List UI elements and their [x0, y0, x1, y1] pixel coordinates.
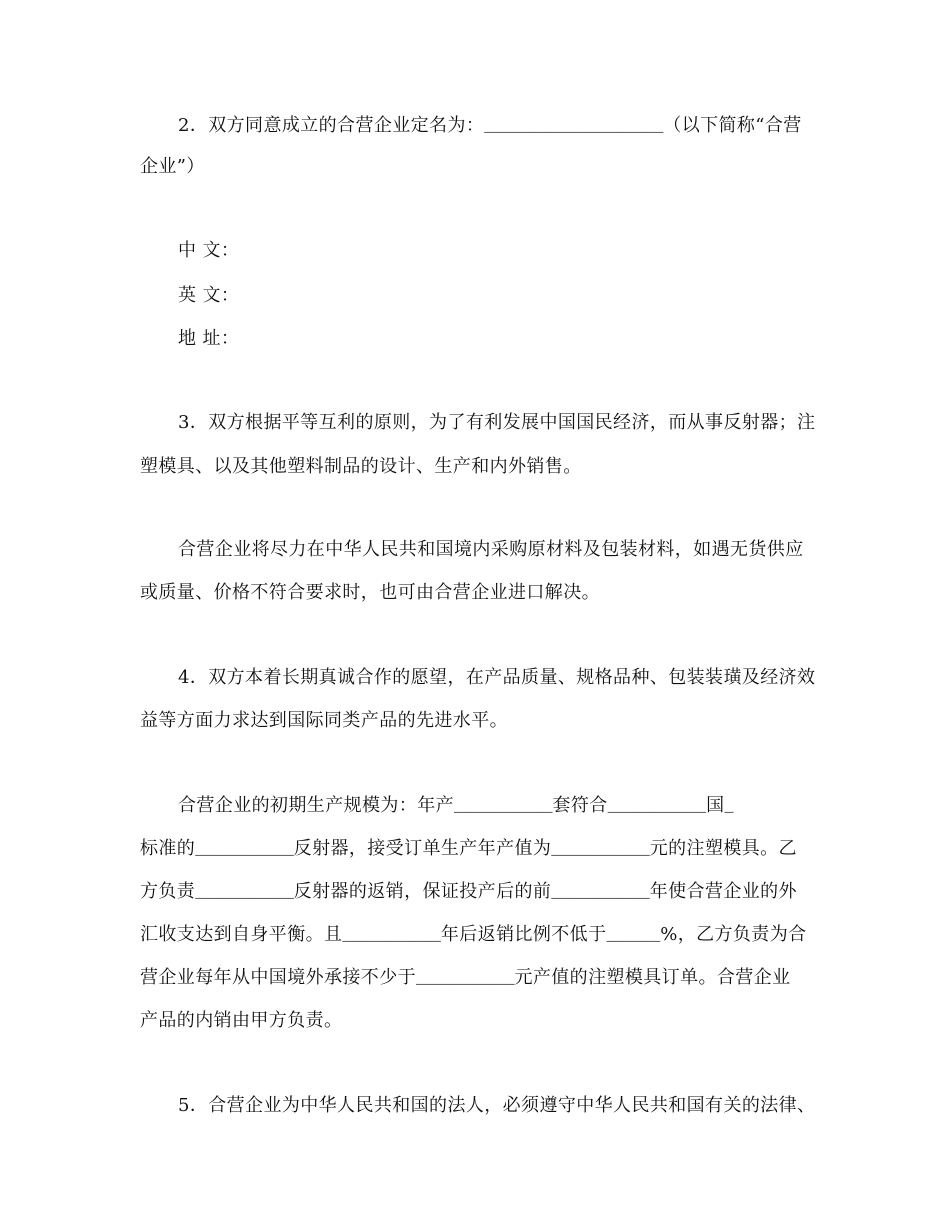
- field-address: 地 址：: [178, 328, 240, 349]
- fill-in-blank: ___________: [551, 842, 650, 859]
- article-4-line-2: 益等方面力求达到国际同类产品的先进水平。: [140, 710, 508, 731]
- field-chinese-name: 中 文：: [178, 240, 240, 261]
- article-3-line-2: 塑模具、以及其他塑料制品的设计、生产和内外销售。: [140, 456, 582, 477]
- sourcing-line-1: 合营企业将尽力在中华人民共和国境内采购原材料及包装材料，如遇无货供应: [178, 539, 804, 560]
- fill-in-blank: ___________: [195, 842, 294, 859]
- fill-in-blank: ____________________: [484, 119, 664, 136]
- fill-in-blank: ___________: [454, 799, 553, 816]
- fill-in-blank: ______: [606, 928, 661, 945]
- article-4-line-1: 4．双方本着长期真诚合作的愿望，在产品质量、规格品种、包装装璜及经济效: [178, 667, 816, 688]
- fill-in-blank: ___________: [195, 885, 294, 902]
- article-5-line-1: 5．合营企业为中华人民共和国的法人，必须遵守中华人民共和国有关的法律、: [178, 1095, 816, 1116]
- fill-in-blank: ___________: [342, 928, 441, 945]
- scale-line-1: 合营企业的初期生产规模为：年产___________套符合___________国_: [178, 795, 734, 816]
- article-3-line-1: 3．双方根据平等互利的原则，为了有利发展中国国民经济，而从事反射器；注: [178, 412, 816, 433]
- scale-line-4: 汇收支达到自身平衡。且___________年后返销比例不低于______%，乙方负责为合: [140, 924, 807, 945]
- fill-in-blank: _: [724, 799, 734, 816]
- fill-in-blank: ___________: [607, 799, 707, 816]
- fill-in-blank: ___________: [416, 971, 515, 988]
- scale-line-5: 营企业每年从中国境外承接不少于___________元产值的注塑模具订单。合营企业: [140, 967, 791, 988]
- article-2-line-1: 2．双方同意成立的合营企业定名为：____________________（以下简称“合营: [178, 115, 802, 136]
- scale-line-2: 标准的___________反射器，接受订单生产年产值为___________元的注塑模具。乙: [140, 838, 797, 859]
- fill-in-blank: ___________: [551, 885, 650, 902]
- article-2-line-2: 企业”）: [140, 156, 205, 177]
- field-english-name: 英 文：: [178, 285, 240, 306]
- scale-line-3: 方负责___________反射器的返销，保证投产后的前___________年使合营企业的外: [140, 881, 797, 902]
- sourcing-line-2: 或质量、价格不符合要求时，也可由合营企业进口解决。: [140, 582, 600, 603]
- scale-line-6: 产品的内销由甲方负责。: [140, 1010, 343, 1031]
